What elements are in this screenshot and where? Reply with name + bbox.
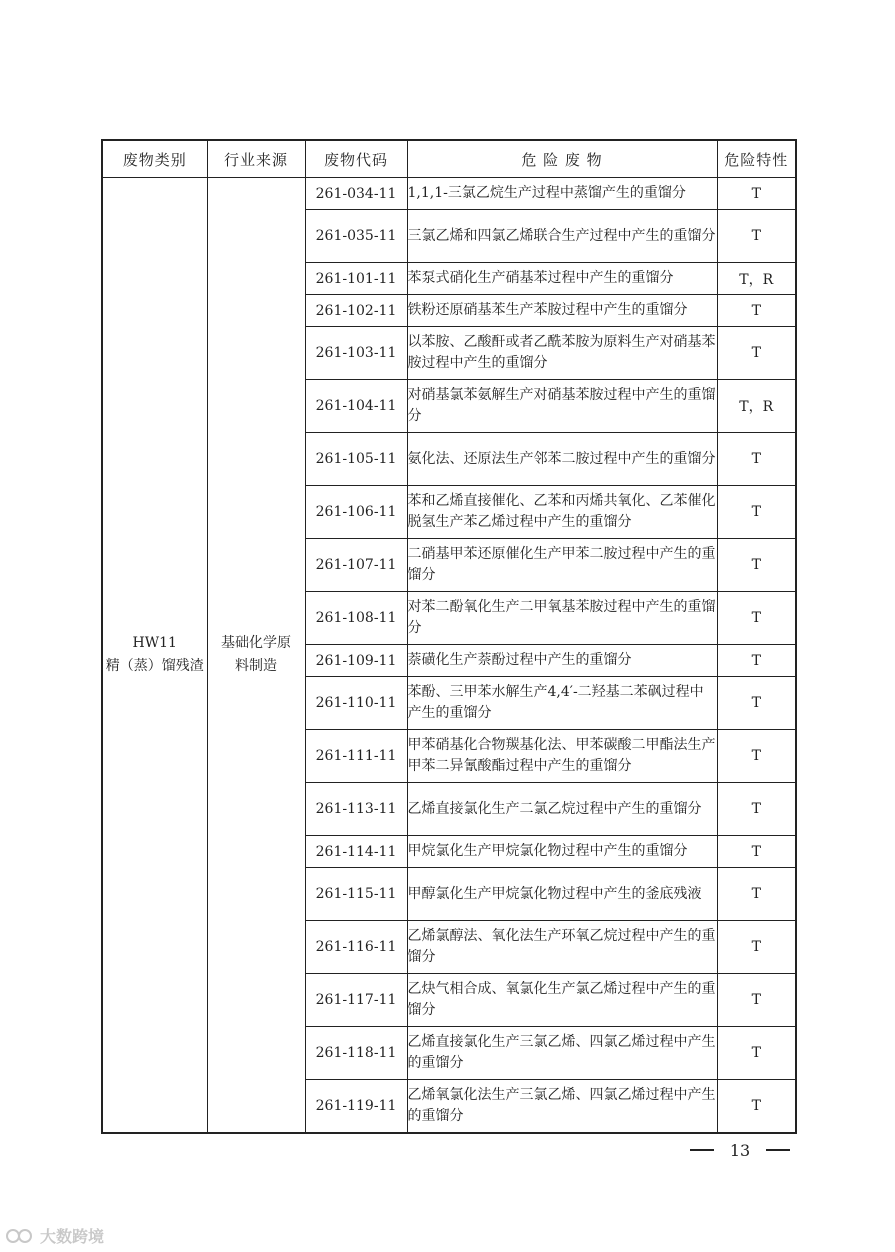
waste-category-line: HW11 <box>132 634 177 651</box>
header-hazard-characteristic: 危险特性 <box>717 140 796 178</box>
hazard-characteristic-cell: T <box>717 677 796 730</box>
waste-category-cell <box>102 178 207 1133</box>
waste-description-cell: 氨化法、还原法生产邻苯二胺过程中产生的重馏分 <box>407 433 717 486</box>
waste-code-cell: 261-107-11 <box>305 539 407 592</box>
hazard-characteristic-cell: T，R <box>717 380 796 433</box>
hazard-characteristic-cell: T <box>717 730 796 783</box>
waste-description-cell: 甲烷氯化生产甲烷氯化物过程中产生的重馏分 <box>407 836 717 868</box>
waste-description-cell: 乙烯氧氯化法生产三氯乙烯、四氯乙烯过程中产生的重馏分 <box>407 1080 717 1133</box>
hazard-characteristic-cell: T <box>717 327 796 380</box>
hazard-characteristic-cell: T <box>717 783 796 836</box>
hazard-characteristic-cell: T <box>717 836 796 868</box>
waste-description-cell: 乙烯氯醇法、氧化法生产环氧乙烷过程中产生的重馏分 <box>407 921 717 974</box>
hazard-characteristic-cell: T <box>717 210 796 263</box>
waste-code-cell: 261-114-11 <box>305 836 407 868</box>
hazard-characteristic-cell: T <box>717 921 796 974</box>
header-waste-category: 废物类别 <box>102 140 207 178</box>
hazardous-waste-table <box>101 139 797 1134</box>
hazard-characteristic-cell: T <box>717 178 796 210</box>
header-waste-code: 废物代码 <box>305 140 407 178</box>
waste-description-cell: 苯和乙烯直接催化、乙苯和丙烯共氧化、乙苯催化脱氢生产苯乙烯过程中产生的重馏分 <box>407 486 717 539</box>
waste-description-cell: 苯酚、三甲苯水解生产4,4′-二羟基二苯砜过程中产生的重馏分 <box>407 677 717 730</box>
page-footer <box>690 1138 790 1162</box>
waste-code-cell: 261-119-11 <box>305 1080 407 1133</box>
waste-code-cell: 261-103-11 <box>305 327 407 380</box>
waste-description-cell: 萘磺化生产萘酚过程中产生的重馏分 <box>407 645 717 677</box>
table-row <box>102 178 796 210</box>
hazard-characteristic-cell: T <box>717 1027 796 1080</box>
waste-code-cell: 261-105-11 <box>305 433 407 486</box>
waste-code-cell: 261-111-11 <box>305 730 407 783</box>
hazard-characteristic-cell: T <box>717 486 796 539</box>
hazard-characteristic-cell: T <box>717 645 796 677</box>
waste-description-cell: 乙烯直接氯化生产二氯乙烷过程中产生的重馏分 <box>407 783 717 836</box>
watermark-logo-icon <box>6 1228 36 1244</box>
waste-code-cell: 261-115-11 <box>305 868 407 921</box>
hazard-characteristic-cell: T <box>717 433 796 486</box>
industry-source-line: 基础化学原 <box>221 634 291 651</box>
waste-description-cell: 乙烯直接氯化生产三氯乙烯、四氯乙烯过程中产生的重馏分 <box>407 1027 717 1080</box>
waste-code-cell: 261-117-11 <box>305 974 407 1027</box>
watermark <box>6 1224 104 1247</box>
waste-description-cell: 1,1,1-三氯乙烷生产过程中蒸馏产生的重馏分 <box>407 178 717 210</box>
footer-dash-right <box>766 1149 790 1151</box>
waste-description-cell: 三氯乙烯和四氯乙烯联合生产过程中产生的重馏分 <box>407 210 717 263</box>
waste-description-cell: 甲醇氯化生产甲烷氯化物过程中产生的釜底残液 <box>407 868 717 921</box>
waste-code-cell: 261-118-11 <box>305 1027 407 1080</box>
waste-description-cell: 二硝基甲苯还原催化生产甲苯二胺过程中产生的重馏分 <box>407 539 717 592</box>
waste-code-cell: 261-034-11 <box>305 178 407 210</box>
hazard-characteristic-cell: T <box>717 539 796 592</box>
hazard-characteristic-cell: T，R <box>717 263 796 295</box>
waste-code-cell: 261-101-11 <box>305 263 407 295</box>
header-hazardous-waste: 危 险 废 物 <box>407 140 717 178</box>
waste-code-cell: 261-104-11 <box>305 380 407 433</box>
waste-code-cell: 261-108-11 <box>305 592 407 645</box>
waste-description-cell: 以苯胺、乙酸酐或者乙酰苯胺为原料生产对硝基苯胺过程中产生的重馏分 <box>407 327 717 380</box>
hazard-characteristic-cell: T <box>717 1080 796 1133</box>
waste-code-cell: 261-116-11 <box>305 921 407 974</box>
waste-category-line: 精（蒸）馏残渣 <box>105 657 204 674</box>
waste-code-cell: 261-102-11 <box>305 295 407 327</box>
hazard-characteristic-cell: T <box>717 868 796 921</box>
header-industry-source: 行业来源 <box>207 140 305 178</box>
industry-source-line: 料制造 <box>235 657 277 674</box>
waste-code-cell: 261-113-11 <box>305 783 407 836</box>
waste-code-cell: 261-109-11 <box>305 645 407 677</box>
watermark-text: 大数跨境 <box>40 1227 105 1246</box>
waste-description-cell: 甲苯硝基化合物羰基化法、甲苯碳酸二甲酯法生产甲苯二异氰酸酯过程中产生的重馏分 <box>407 730 717 783</box>
hazard-characteristic-cell: T <box>717 592 796 645</box>
footer-dash-left <box>690 1149 714 1151</box>
hazard-characteristic-cell: T <box>717 974 796 1027</box>
waste-description-cell: 对苯二酚氧化生产二甲氧基苯胺过程中产生的重馏分 <box>407 592 717 645</box>
waste-description-cell: 铁粉还原硝基苯生产苯胺过程中产生的重馏分 <box>407 295 717 327</box>
waste-code-cell: 261-110-11 <box>305 677 407 730</box>
page-number: 13 <box>729 1140 751 1160</box>
waste-code-cell: 261-035-11 <box>305 210 407 263</box>
waste-description-cell: 苯泵式硝化生产硝基苯过程中产生的重馏分 <box>407 263 717 295</box>
industry-source-cell <box>207 178 305 1133</box>
waste-description-cell: 乙炔气相合成、氧氯化生产氯乙烯过程中产生的重馏分 <box>407 974 717 1027</box>
table-header-row <box>102 140 796 178</box>
waste-description-cell: 对硝基氯苯氨解生产对硝基苯胺过程中产生的重馏分 <box>407 380 717 433</box>
hazard-characteristic-cell: T <box>717 295 796 327</box>
waste-code-cell: 261-106-11 <box>305 486 407 539</box>
